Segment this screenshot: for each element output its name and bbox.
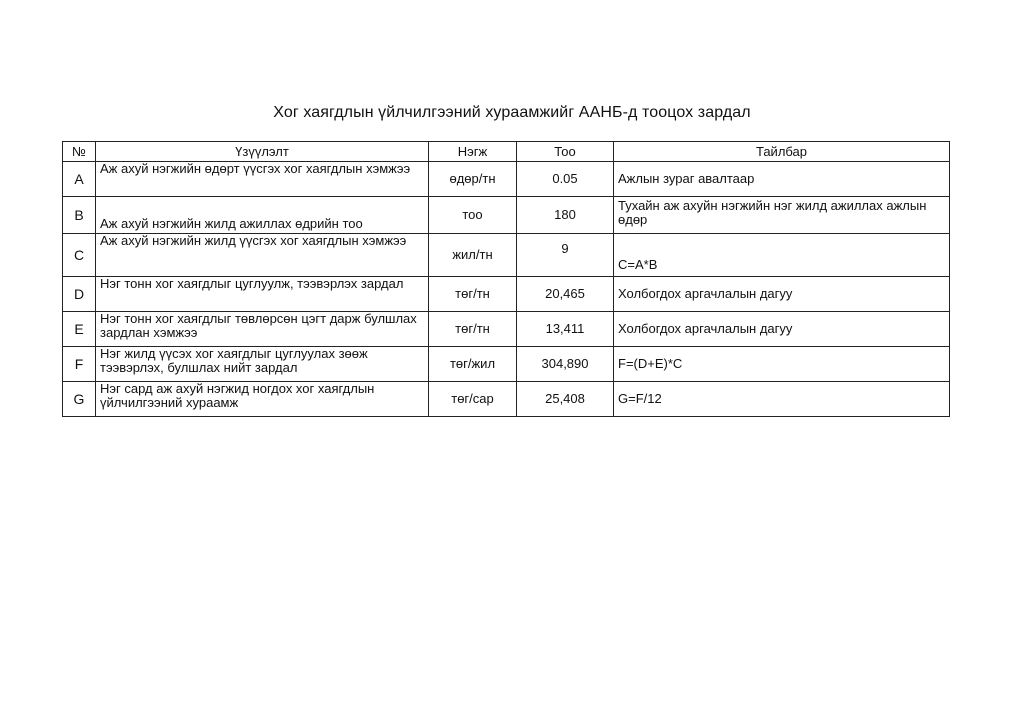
row-code: G — [63, 382, 96, 417]
row-indicator: Аж ахуй нэгжийн өдөрт үүсгэх хог хаягдлын хэмжээ — [96, 162, 429, 197]
row-indicator: Нэг сард аж ахуй нэгжид ногдох хог хаягдлын үйлчилгээний хураамж — [96, 382, 429, 417]
table-header-row — [63, 142, 950, 162]
table-row — [63, 382, 950, 417]
table-row — [63, 347, 950, 382]
row-indicator: Аж ахуй нэгжийн жилд үүсгэх хог хаягдлын хэмжээ — [96, 234, 429, 277]
row-code: B — [63, 197, 96, 234]
table-row — [63, 277, 950, 312]
row-indicator: Аж ахуй нэгжийн жилд ажиллах өдрийн тоо — [96, 197, 429, 234]
row-code: E — [63, 312, 96, 347]
header-unit: Нэгж — [429, 142, 517, 162]
table-row — [63, 234, 950, 277]
row-unit: төг/тн — [429, 277, 517, 312]
row-note: Тухайн аж ахуйн нэгжийн нэг жилд ажиллах ажлын өдөр — [614, 197, 950, 234]
row-unit: өдөр/тн — [429, 162, 517, 197]
table-row — [63, 197, 950, 234]
row-value: 180 — [517, 197, 614, 234]
row-unit: төг/жил — [429, 347, 517, 382]
row-value: 25,408 — [517, 382, 614, 417]
table-row — [63, 162, 950, 197]
header-number: № — [63, 142, 96, 162]
row-note: Холбогдох аргачлалын дагуу — [614, 277, 950, 312]
row-value: 20,465 — [517, 277, 614, 312]
row-note: Ажлын зураг авалтаар — [614, 162, 950, 197]
row-code: F — [63, 347, 96, 382]
row-note: G=F/12 — [614, 382, 950, 417]
row-code: D — [63, 277, 96, 312]
header-indicator: Үзүүлэлт — [96, 142, 429, 162]
row-note: C=A*B — [614, 234, 950, 277]
row-indicator: Нэг тонн хог хаягдлыг төвлөрсөн цэгт дарж булшлах зардлан хэмжээ — [96, 312, 429, 347]
header-value: Тоо — [517, 142, 614, 162]
row-value: 13,411 — [517, 312, 614, 347]
document-title: Хог хаягдлын үйлчилгээний хураамжийг ААНБ-д тооцох зардал — [273, 104, 751, 121]
row-value: 0.05 — [517, 162, 614, 197]
row-value: 304,890 — [517, 347, 614, 382]
row-note: F=(D+E)*C — [614, 347, 950, 382]
row-indicator: Нэг жилд үүсэх хог хаягдлыг цуглуулах зөөж тээвэрлэх, булшлах нийт зардал — [96, 347, 429, 382]
row-value: 9 — [517, 234, 614, 277]
row-indicator: Нэг тонн хог хаягдлыг цуглуулж, тээвэрлэх зардал — [96, 277, 429, 312]
table-row — [63, 312, 950, 347]
row-code: A — [63, 162, 96, 197]
cost-table — [62, 141, 950, 417]
row-unit: жил/тн — [429, 234, 517, 277]
row-note: Холбогдох аргачлалын дагуу — [614, 312, 950, 347]
row-code: C — [63, 234, 96, 277]
header-note: Тайлбар — [614, 142, 950, 162]
row-unit: төг/сар — [429, 382, 517, 417]
row-unit: тоо — [429, 197, 517, 234]
row-unit: төг/тн — [429, 312, 517, 347]
